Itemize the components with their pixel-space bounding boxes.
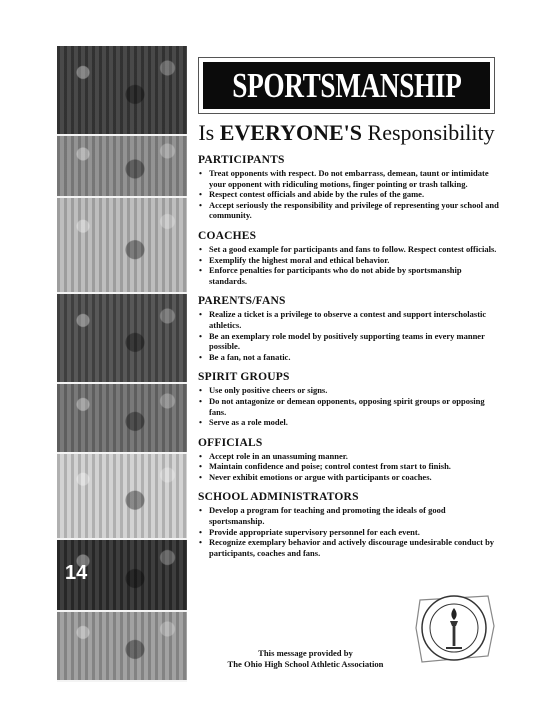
- bullet-item: • Enforce penalties for participants who do not abide by sportsmanship standards.: [198, 265, 500, 286]
- section-spirit-groups: [198, 371, 500, 427]
- bullet-list: [198, 451, 500, 483]
- section-participants: [198, 154, 500, 221]
- photo-football-crowd: [57, 46, 187, 136]
- bullet-item: • Provide appropriate supervisory personnel for each event.: [198, 527, 500, 538]
- section-heading: SPIRIT GROUPS: [198, 371, 290, 384]
- section-heading: SCHOOL ADMINISTRATORS: [198, 491, 359, 504]
- bullet-item: • Respect contest officials and abide by the rules of the game.: [198, 189, 500, 200]
- bullet-item: • Be an exemplary role model by positively supporting teams in every manner possible.: [198, 331, 500, 352]
- bullet-item: • Never exhibit emotions or argue with participants or coaches.: [198, 472, 500, 483]
- section-parents-fans: [198, 295, 500, 362]
- section-heading: PARTICIPANTS: [198, 154, 285, 166]
- bullet-list: [198, 244, 500, 286]
- bullet-item: • Maintain confidence and poise; control contest from start to finish.: [198, 461, 500, 472]
- bullet-item: • Be a fan, not a fanatic.: [198, 352, 500, 363]
- footer-line-2: The Ohio High School Athletic Association: [227, 659, 384, 669]
- page-title: SPORTSMANSHIP: [231, 65, 462, 105]
- photo-basketball-arena: [57, 294, 187, 384]
- photo-referee-player: [57, 540, 187, 612]
- bullet-item: • Use only positive cheers or signs.: [198, 385, 500, 396]
- jersey-number: 14: [65, 562, 88, 584]
- section-heading: COACHES: [198, 229, 257, 242]
- photo-stadium-fans: [57, 136, 187, 198]
- bullet-item: • Recognize exemplary behavior and actively discourage undesirable conduct by participants, coaches and fans.: [198, 537, 500, 558]
- subtitle-emphasis: EVERYONE'S: [219, 120, 363, 145]
- ohsaa-torch-seal-icon: [410, 582, 498, 670]
- section-school-administrators: [198, 491, 500, 558]
- section-officials: [198, 437, 500, 483]
- footer-line-1: This message provided by: [258, 648, 353, 658]
- photo-team-celebration: [57, 384, 187, 454]
- photo-strip: [57, 46, 187, 682]
- bullet-item: • Accept seriously the responsibility and privilege of representing your school and community.: [198, 200, 500, 221]
- photo-student-section: [57, 198, 187, 294]
- bullet-item: • Serve as a role model.: [198, 417, 500, 428]
- section-heading: PARENTS/FANS: [198, 295, 286, 308]
- responsibilities-list: [198, 154, 500, 567]
- bullet-item: • Set a good example for participants and fans to follow. Respect contest officials.: [198, 244, 500, 255]
- bullet-item: • Treat opponents with respect. Do not embarrass, demean, taunt or intimidate your opponent with ridiculing motions, finger pointing or trash talking.: [198, 168, 500, 189]
- bullet-item: • Exemplify the highest moral and ethical behavior.: [198, 255, 500, 266]
- title-banner-fill: [203, 62, 490, 109]
- photo-cheerleaders: [57, 454, 187, 540]
- photo-girls-team: [57, 612, 187, 682]
- bullet-list: [198, 385, 500, 427]
- bullet-list: [198, 505, 500, 558]
- bullet-item: • Realize a ticket is a privilege to observe a contest and support interscholastic athletics.: [198, 309, 500, 330]
- bullet-item: • Develop a program for teaching and promoting the ideals of good sportsmanship.: [198, 505, 500, 526]
- footer-credit: [198, 648, 413, 670]
- bullet-item: • Do not antagonize or demean opponents, opposing spirit groups or opposing fans.: [198, 396, 500, 417]
- bullet-list: [198, 309, 500, 362]
- subtitle-suffix: Responsibility: [362, 120, 495, 145]
- subtitle: [198, 120, 495, 146]
- subtitle-prefix: Is: [198, 120, 220, 145]
- bullet-item: • Accept role in an unassuming manner.: [198, 451, 500, 462]
- title-banner: [198, 57, 495, 114]
- section-coaches: [198, 230, 500, 286]
- bullet-list: [198, 168, 500, 221]
- section-heading: OFFICIALS: [198, 436, 263, 449]
